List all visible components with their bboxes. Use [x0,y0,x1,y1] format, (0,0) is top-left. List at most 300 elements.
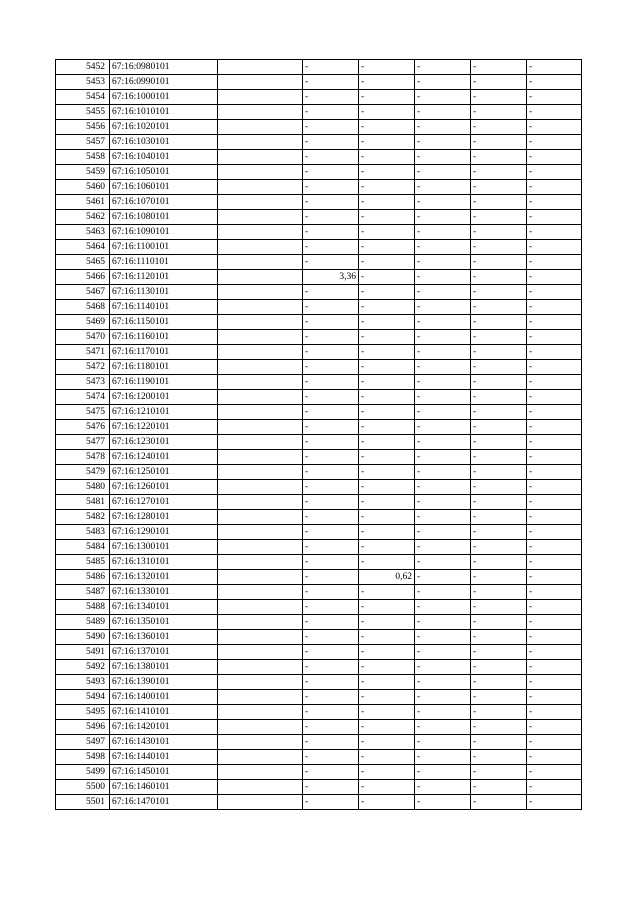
table-row [56,360,582,375]
value-cell-4: - [415,510,471,525]
value-cell-4: - [415,90,471,105]
value-cell-5: - [471,90,527,105]
row-number-cell: 5483 [56,525,110,540]
cadastral-id-cell: 67:16:1140101 [110,300,218,315]
cadastral-id-cell: 67:16:1100101 [110,240,218,255]
value-cell-2: - [303,570,359,585]
value-cell-3: - [359,300,415,315]
row-number-cell: 5457 [56,135,110,150]
value-cell-1 [218,120,303,135]
value-cell-4: - [415,720,471,735]
value-cell-6: - [527,615,582,630]
value-cell-1 [218,540,303,555]
cadastral-id-cell: 67:16:1210101 [110,405,218,420]
value-cell-4: - [415,75,471,90]
value-cell-5: - [471,180,527,195]
value-cell-6: - [527,210,582,225]
value-cell-5: - [471,285,527,300]
value-cell-4: - [415,180,471,195]
value-cell-2: - [303,780,359,795]
cadastral-id-cell: 67:16:1320101 [110,570,218,585]
value-cell-3: - [359,315,415,330]
value-cell-1 [218,735,303,750]
value-cell-2: - [303,435,359,450]
table-row [56,450,582,465]
cadastral-id-cell: 67:16:1150101 [110,315,218,330]
value-cell-6: - [527,195,582,210]
value-cell-5: - [471,630,527,645]
table-row [56,540,582,555]
cadastral-id-cell: 67:16:1010101 [110,105,218,120]
value-cell-5: - [471,570,527,585]
row-number-cell: 5488 [56,600,110,615]
value-cell-5: - [471,585,527,600]
value-cell-2: - [303,750,359,765]
value-cell-2: - [303,135,359,150]
cadastral-id-cell: 67:16:1340101 [110,600,218,615]
row-number-cell: 5487 [56,585,110,600]
value-cell-6: - [527,465,582,480]
value-cell-3: - [359,675,415,690]
value-cell-1 [218,240,303,255]
value-cell-1 [218,135,303,150]
value-cell-3: - [359,540,415,555]
value-cell-5: - [471,225,527,240]
value-cell-2: - [303,300,359,315]
value-cell-6: - [527,750,582,765]
value-cell-3: - [359,735,415,750]
value-cell-3: - [359,285,415,300]
value-cell-3: - [359,105,415,120]
row-number-cell: 5463 [56,225,110,240]
row-number-cell: 5499 [56,765,110,780]
cadastral-id-cell: 67:16:1130101 [110,285,218,300]
table-row [56,90,582,105]
table-row [56,75,582,90]
cadastral-id-cell: 67:16:0990101 [110,75,218,90]
cadastral-id-cell: 67:16:1440101 [110,750,218,765]
value-cell-6: - [527,765,582,780]
value-cell-3: - [359,420,415,435]
value-cell-1 [218,720,303,735]
row-number-cell: 5454 [56,90,110,105]
value-cell-6: - [527,675,582,690]
cadastral-id-cell: 67:16:1230101 [110,435,218,450]
table-row [56,405,582,420]
cadastral-id-cell: 67:16:1250101 [110,465,218,480]
value-cell-4: - [415,585,471,600]
table-row [56,240,582,255]
row-number-cell: 5455 [56,105,110,120]
value-cell-5: - [471,210,527,225]
table-row [56,210,582,225]
value-cell-5: - [471,540,527,555]
row-number-cell: 5467 [56,285,110,300]
value-cell-2: - [303,315,359,330]
value-cell-2: - [303,255,359,270]
value-cell-5: - [471,195,527,210]
row-number-cell: 5478 [56,450,110,465]
value-cell-6: - [527,555,582,570]
table-row [56,60,582,75]
value-cell-2: - [303,600,359,615]
value-cell-1 [218,90,303,105]
cadastral-id-cell: 67:16:1200101 [110,390,218,405]
value-cell-2: - [303,180,359,195]
value-cell-3: - [359,345,415,360]
value-cell-1 [218,435,303,450]
value-cell-6: - [527,645,582,660]
value-cell-5: - [471,510,527,525]
value-cell-1 [218,330,303,345]
cadastral-id-cell: 67:16:1110101 [110,255,218,270]
value-cell-4: - [415,345,471,360]
value-cell-3: - [359,720,415,735]
table-body [56,60,582,810]
value-cell-5: - [471,615,527,630]
cadastral-id-cell: 67:16:1160101 [110,330,218,345]
cadastral-id-cell: 67:16:1290101 [110,525,218,540]
value-cell-5: - [471,75,527,90]
value-cell-4: - [415,135,471,150]
value-cell-4: - [415,600,471,615]
value-cell-6: - [527,630,582,645]
cadastral-id-cell: 67:16:1180101 [110,360,218,375]
value-cell-2: - [303,630,359,645]
value-cell-1 [218,180,303,195]
value-cell-5: - [471,60,527,75]
value-cell-5: - [471,765,527,780]
value-cell-6: - [527,510,582,525]
value-cell-4: - [415,465,471,480]
value-cell-3: - [359,585,415,600]
table-row [56,105,582,120]
value-cell-5: - [471,270,527,285]
value-cell-2: - [303,285,359,300]
value-cell-6: - [527,690,582,705]
value-cell-5: - [471,495,527,510]
value-cell-5: - [471,435,527,450]
value-cell-3: - [359,150,415,165]
value-cell-1 [218,780,303,795]
table-row [56,225,582,240]
table-row [56,420,582,435]
value-cell-5: - [471,795,527,810]
value-cell-4: - [415,120,471,135]
value-cell-4: - [415,60,471,75]
value-cell-6: - [527,105,582,120]
value-cell-6: - [527,75,582,90]
table-row [56,780,582,795]
value-cell-3: - [359,450,415,465]
table-row [56,435,582,450]
value-cell-6: - [527,795,582,810]
value-cell-1 [218,525,303,540]
value-cell-5: - [471,315,527,330]
value-cell-1 [218,270,303,285]
row-number-cell: 5472 [56,360,110,375]
value-cell-6: - [527,585,582,600]
cadastral-id-cell: 67:16:1390101 [110,675,218,690]
value-cell-6: - [527,720,582,735]
value-cell-1 [218,165,303,180]
value-cell-5: - [471,255,527,270]
value-cell-2: - [303,795,359,810]
value-cell-6: - [527,225,582,240]
table-row [56,525,582,540]
row-number-cell: 5480 [56,480,110,495]
value-cell-3: - [359,360,415,375]
value-cell-2: - [303,585,359,600]
value-cell-6: - [527,525,582,540]
table-row [56,690,582,705]
value-cell-1 [218,60,303,75]
table-row [56,195,582,210]
value-cell-6: - [527,435,582,450]
value-cell-1 [218,105,303,120]
value-cell-5: - [471,240,527,255]
value-cell-2: - [303,225,359,240]
cadastral-id-cell: 67:16:1430101 [110,735,218,750]
cadastral-id-cell: 67:16:1030101 [110,135,218,150]
table-row [56,330,582,345]
value-cell-3: - [359,240,415,255]
value-cell-5: - [471,105,527,120]
value-cell-3: - [359,405,415,420]
value-cell-2: - [303,540,359,555]
table-row [56,345,582,360]
row-number-cell: 5471 [56,345,110,360]
cadastral-id-cell: 67:16:1240101 [110,450,218,465]
table-row [56,660,582,675]
value-cell-6: - [527,360,582,375]
value-cell-5: - [471,360,527,375]
value-cell-5: - [471,165,527,180]
value-cell-1 [218,675,303,690]
cadastral-id-cell: 67:16:1070101 [110,195,218,210]
value-cell-5: - [471,735,527,750]
value-cell-3: - [359,180,415,195]
value-cell-1 [218,210,303,225]
value-cell-2: - [303,480,359,495]
value-cell-6: - [527,375,582,390]
cadastral-id-cell: 67:16:1370101 [110,645,218,660]
cadastral-id-cell: 67:16:1330101 [110,585,218,600]
value-cell-1 [218,315,303,330]
value-cell-6: - [527,600,582,615]
value-cell-2: - [303,345,359,360]
value-cell-1 [218,615,303,630]
value-cell-3: - [359,75,415,90]
row-number-cell: 5479 [56,465,110,480]
value-cell-6: - [527,180,582,195]
value-cell-2: - [303,690,359,705]
value-cell-6: - [527,285,582,300]
value-cell-2: - [303,120,359,135]
value-cell-3: 0,62 [359,570,415,585]
value-cell-1 [218,600,303,615]
table-row [56,795,582,810]
value-cell-2: - [303,645,359,660]
value-cell-3: - [359,765,415,780]
row-number-cell: 5459 [56,165,110,180]
value-cell-3: - [359,525,415,540]
cadastral-id-cell: 67:16:1400101 [110,690,218,705]
value-cell-3: - [359,750,415,765]
value-cell-4: - [415,375,471,390]
value-cell-3: - [359,645,415,660]
value-cell-2: - [303,510,359,525]
value-cell-1 [218,480,303,495]
value-cell-6: - [527,480,582,495]
value-cell-1 [218,450,303,465]
value-cell-2: - [303,720,359,735]
table-row [56,165,582,180]
value-cell-3: - [359,90,415,105]
value-cell-4: - [415,255,471,270]
value-cell-1 [218,660,303,675]
value-cell-4: - [415,765,471,780]
value-cell-3: - [359,195,415,210]
value-cell-2: - [303,465,359,480]
cadastral-id-cell: 67:16:1470101 [110,795,218,810]
table-row [56,735,582,750]
value-cell-6: - [527,255,582,270]
value-cell-3: - [359,210,415,225]
value-cell-1 [218,495,303,510]
value-cell-6: - [527,270,582,285]
value-cell-1 [218,585,303,600]
value-cell-6: - [527,150,582,165]
value-cell-5: - [471,705,527,720]
row-number-cell: 5495 [56,705,110,720]
table-row [56,300,582,315]
value-cell-1 [218,420,303,435]
row-number-cell: 5494 [56,690,110,705]
value-cell-4: - [415,525,471,540]
table-row [56,765,582,780]
value-cell-3: - [359,135,415,150]
row-number-cell: 5497 [56,735,110,750]
value-cell-1 [218,795,303,810]
row-number-cell: 5453 [56,75,110,90]
cadastral-id-cell: 67:16:1420101 [110,720,218,735]
table-row [56,555,582,570]
value-cell-3: - [359,225,415,240]
row-number-cell: 5464 [56,240,110,255]
parcel-table [55,59,582,810]
value-cell-2: - [303,90,359,105]
row-number-cell: 5452 [56,60,110,75]
cadastral-id-cell: 67:16:1450101 [110,765,218,780]
table-row [56,150,582,165]
value-cell-5: - [471,345,527,360]
value-cell-2: - [303,165,359,180]
cadastral-id-cell: 67:16:1080101 [110,210,218,225]
value-cell-4: - [415,195,471,210]
value-cell-4: - [415,495,471,510]
value-cell-1 [218,345,303,360]
table-row [56,390,582,405]
value-cell-6: - [527,120,582,135]
table-row [56,120,582,135]
cadastral-id-cell: 67:16:0980101 [110,60,218,75]
table-row [56,495,582,510]
value-cell-6: - [527,300,582,315]
value-cell-2: - [303,360,359,375]
value-cell-4: - [415,450,471,465]
value-cell-4: - [415,360,471,375]
value-cell-6: - [527,405,582,420]
value-cell-2: - [303,105,359,120]
value-cell-3: - [359,660,415,675]
value-cell-3: - [359,390,415,405]
value-cell-4: - [415,285,471,300]
value-cell-2: - [303,405,359,420]
value-cell-6: - [527,495,582,510]
value-cell-6: - [527,330,582,345]
value-cell-6: - [527,735,582,750]
value-cell-4: - [415,675,471,690]
value-cell-2: - [303,765,359,780]
value-cell-4: - [415,660,471,675]
value-cell-3: - [359,510,415,525]
value-cell-5: - [471,690,527,705]
row-number-cell: 5477 [56,435,110,450]
value-cell-6: - [527,90,582,105]
cadastral-id-cell: 67:16:1020101 [110,120,218,135]
value-cell-2: - [303,390,359,405]
value-cell-1 [218,75,303,90]
table-row [56,750,582,765]
value-cell-5: - [471,390,527,405]
table-row [56,285,582,300]
value-cell-4: - [415,300,471,315]
row-number-cell: 5498 [56,750,110,765]
value-cell-1 [218,570,303,585]
value-cell-6: - [527,705,582,720]
cadastral-id-cell: 67:16:1350101 [110,615,218,630]
table-row [56,645,582,660]
row-number-cell: 5461 [56,195,110,210]
value-cell-4: - [415,210,471,225]
value-cell-5: - [471,750,527,765]
cadastral-id-cell: 67:16:1360101 [110,630,218,645]
cadastral-id-cell: 67:16:1280101 [110,510,218,525]
row-number-cell: 5474 [56,390,110,405]
value-cell-5: - [471,330,527,345]
table-row [56,585,582,600]
value-cell-4: - [415,630,471,645]
table-row [56,675,582,690]
value-cell-1 [218,150,303,165]
table-row [56,465,582,480]
value-cell-3: - [359,375,415,390]
value-cell-3: - [359,600,415,615]
value-cell-2: - [303,525,359,540]
value-cell-4: - [415,240,471,255]
value-cell-4: - [415,615,471,630]
value-cell-1 [218,225,303,240]
value-cell-1 [218,645,303,660]
value-cell-3: - [359,480,415,495]
value-cell-4: - [415,390,471,405]
value-cell-2: - [303,615,359,630]
cadastral-id-cell: 67:16:1410101 [110,705,218,720]
value-cell-5: - [471,135,527,150]
value-cell-2: - [303,210,359,225]
value-cell-4: - [415,330,471,345]
